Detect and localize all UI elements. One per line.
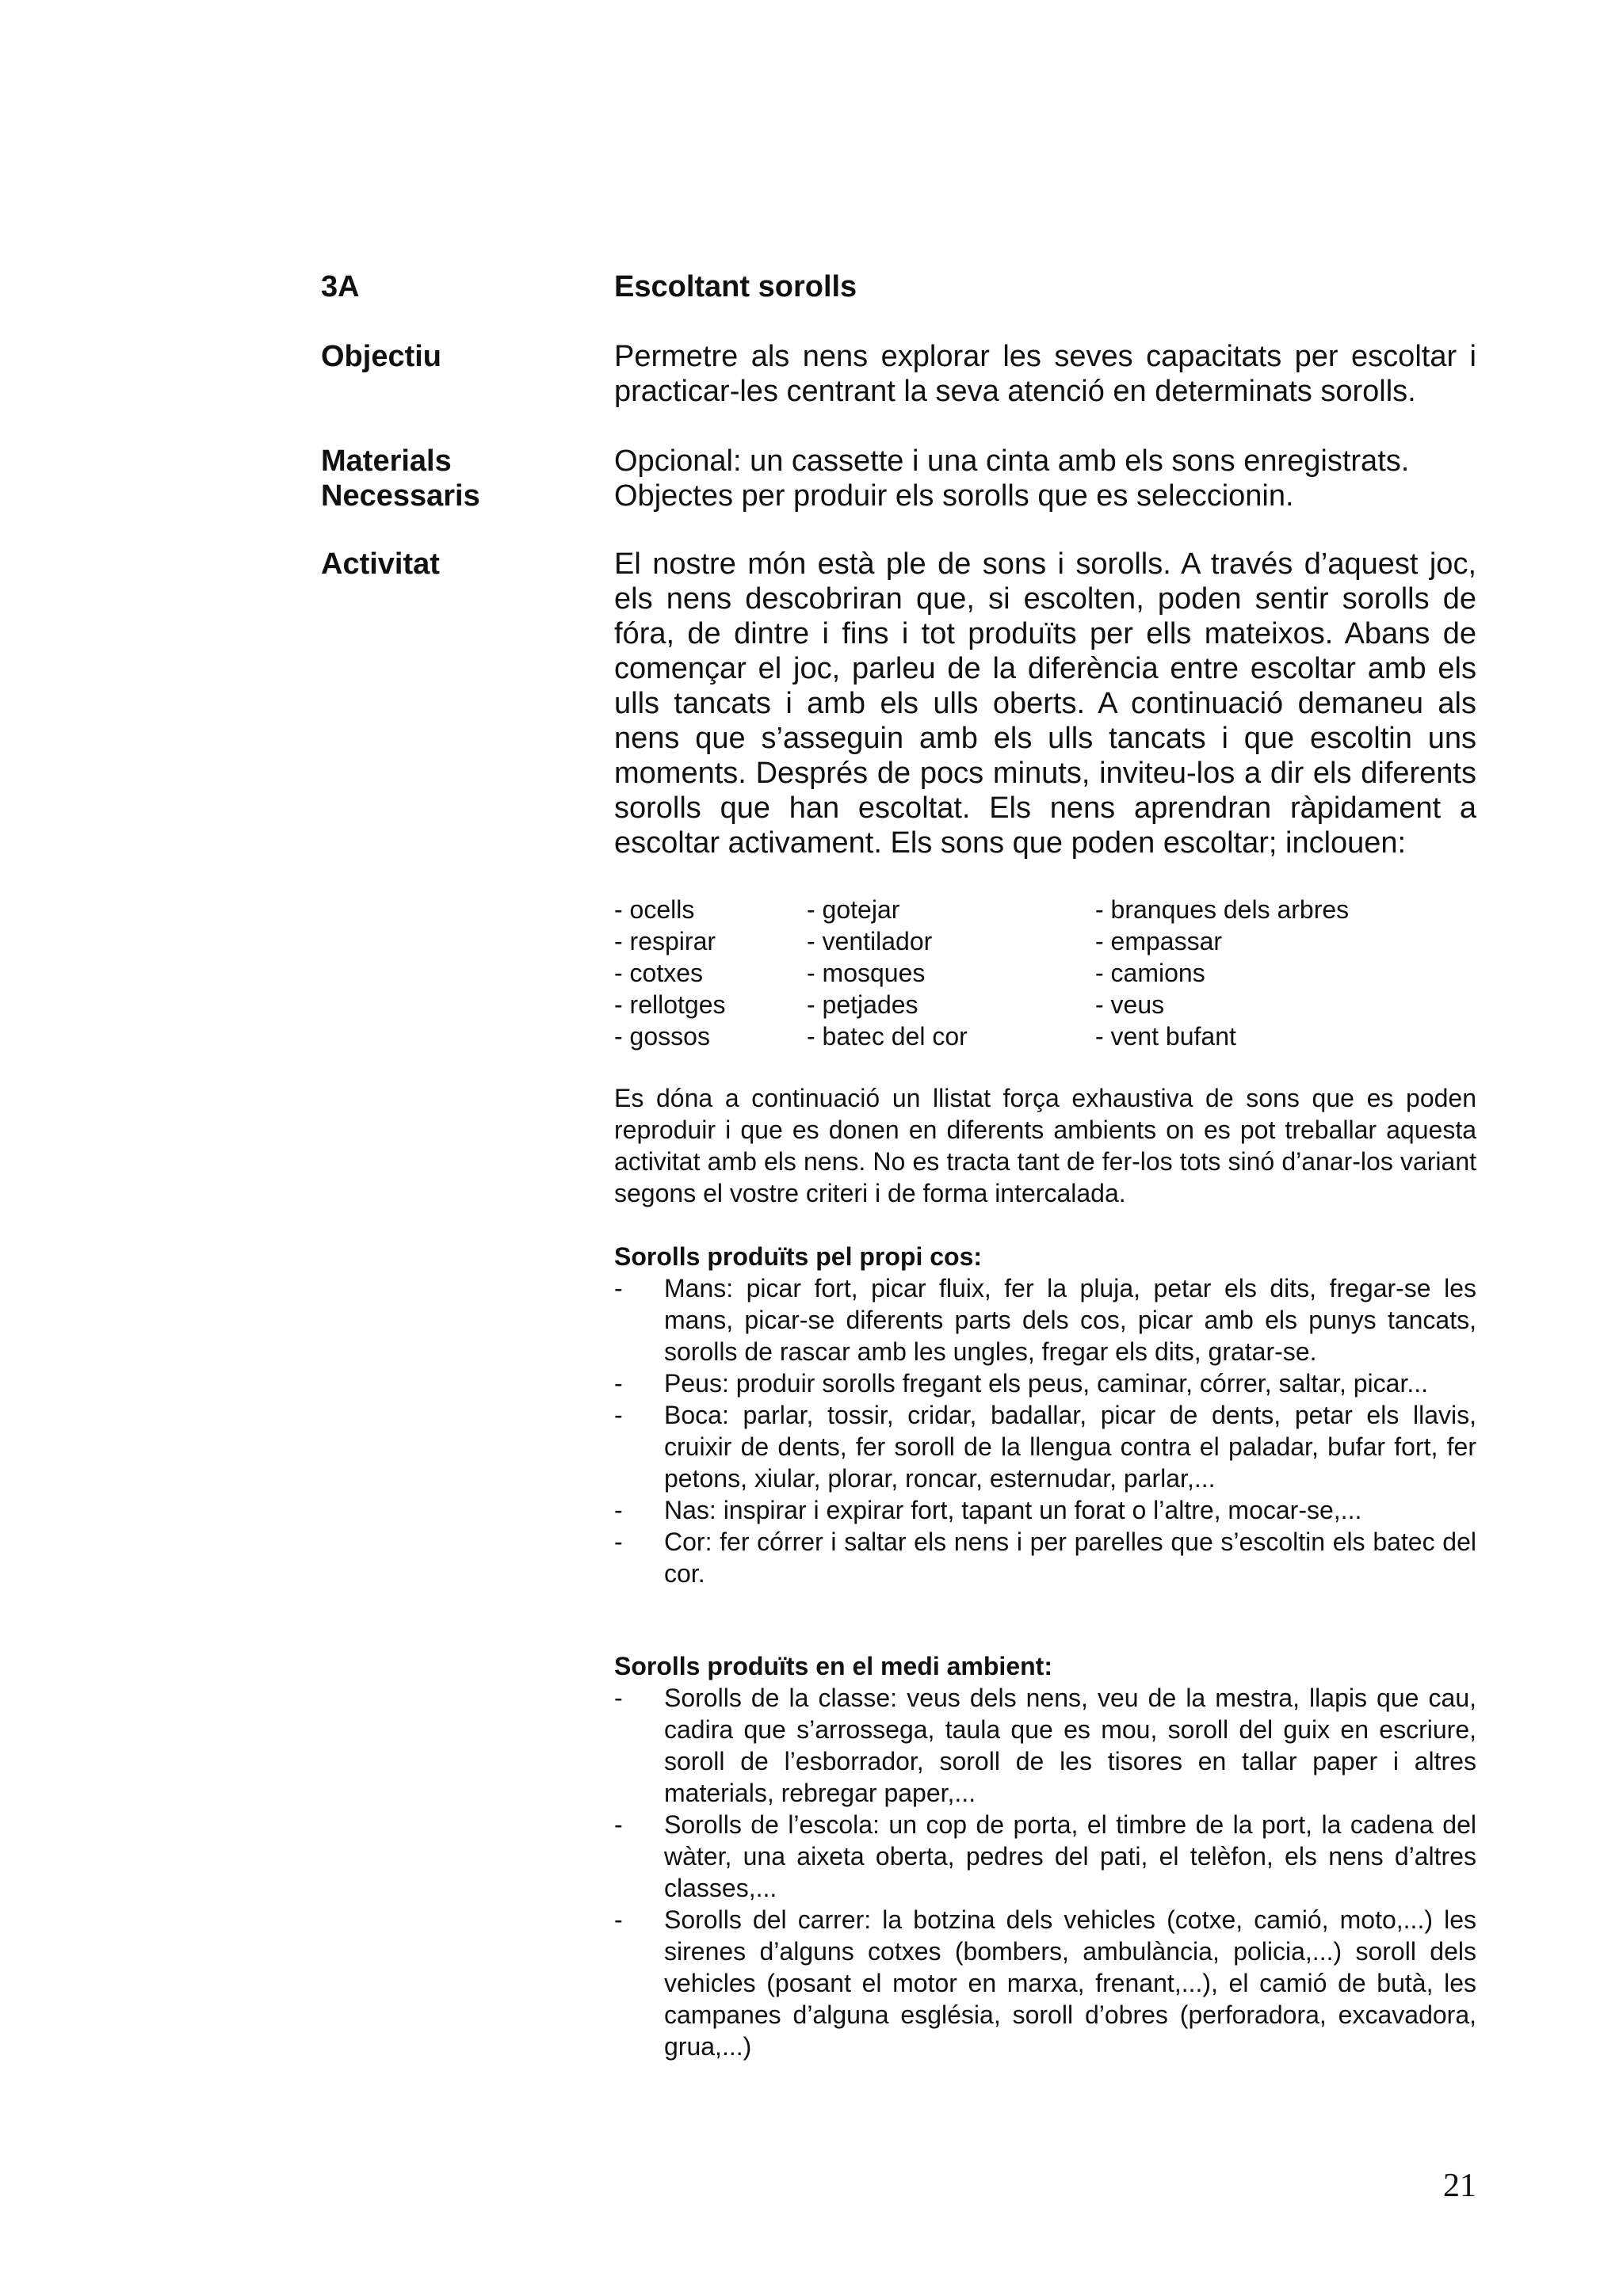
sounds-column-1 [614, 894, 726, 1052]
dash-bullet: - [614, 1905, 623, 1934]
environment-sounds-section [614, 1650, 1476, 2062]
list-item [614, 1904, 1476, 2062]
body-sounds-section [614, 1241, 1476, 1589]
activitat-text: El nostre món està ple de sons i sorolls. A través d’aquest joc, els nens descobriran que, si escolten, poden sentir sorolls de fóra, de dintre i fins i tot produïts per ells mateixos. Abans de començar el joc, parleu de la diferència entre escoltar amb els ulls tancats i amb els ulls oberts. A continuació demaneu als nens que s’asseguin amb els ulls tancats i que escoltin uns moments. Després de pocs minuts, inviteu-los a dir els diferents sorolls que han escoltat. Els nens aprendran ràpidament a escoltar activament. Els sons que poden escoltar; inclouen: [614, 547, 1476, 860]
list-item: - mosques [807, 959, 926, 987]
page-number: 21 [1443, 2168, 1476, 2204]
list-item: - empassar [1095, 927, 1223, 955]
sounds-column-3 [1095, 894, 1349, 1052]
section-heading: Sorolls produïts pel propi cos: [614, 1242, 983, 1271]
list-item: - batec del cor [807, 1022, 968, 1051]
list-item [614, 1526, 1476, 1589]
materials-line1: Opcional: un cassette i una cinta amb els sons enregistrats. [614, 444, 1410, 478]
list-item: - ocells [614, 895, 695, 924]
dash-bullet: - [614, 1369, 623, 1398]
list-item: - ventilador [807, 927, 933, 955]
intro-paragraph: Es dóna a continuació un llistat força exhaustiva de sons que es poden reproduir i que es donen en diferents ambients on es pot treballar aquesta activitat amb els nens. No es tracta tant de fer-los tots sinó d’anar-los variant segons el vostre criteri i de forma intercalada. [614, 1084, 1476, 1207]
sounds-column-2 [807, 894, 968, 1052]
list-item: - rellotges [614, 990, 726, 1019]
list-item-text: Mans: picar fort, picar fluix, fer la pluja, petar els dits, fregar-se les mans, picar-se diferents parts dels cos, picar amb els punys tancats, sorolls de rascar amb les ungles, fregar els dits, gratar-se. [664, 1274, 1476, 1366]
list-item-text: Nas: inspirar i expirar fort, tapant un forat o l’altre, mocar-se,... [664, 1496, 1362, 1524]
dash-bullet: - [614, 1401, 623, 1429]
objectiu-text: Permetre als nens explorar les seves capacitats per escoltar i practicar-les centrant la seva atenció en determinats sorolls. [614, 340, 1476, 408]
list-item: - gossos [614, 1022, 710, 1051]
list-item: - veus [1095, 990, 1165, 1019]
section-heading: Sorolls produïts en el medi ambient: [614, 1652, 1052, 1680]
list-item-text: Sorolls del carrer: la botzina dels vehicles (cotxe, camió, moto,...) les sirenes d’alguns cotxes (bombers, ambulància, policia,...) soroll dels vehicles (posant el motor en marxa, frenant,...), el camió de butà, les campanes d’alguna església, soroll d’obres (perforadora, excavadora, grua,...) [664, 1905, 1476, 2061]
materials-label-line1: Materials [321, 444, 452, 478]
list-item [614, 1494, 1476, 1526]
list-item [614, 1367, 1476, 1399]
list-item: - petjades [807, 990, 918, 1019]
list-item [614, 1272, 1476, 1367]
dash-bullet: - [614, 1496, 623, 1524]
dash-bullet: - [614, 1684, 623, 1712]
dash-bullet: - [614, 1810, 623, 1839]
materials-line2: Objectes per produir els sorolls que es seleccionin. [614, 479, 1294, 513]
activitat-label: Activitat [321, 547, 440, 581]
list-item-text: Boca: parlar, tossir, cridar, badallar, picar de dents, petar els llavis, cruixir de dents, fer soroll de la llengua contra el paladar, bufar fort, fer petons, xiular, plorar, roncar, esternudar, parlar,... [664, 1401, 1476, 1493]
list-item: - gotejar [807, 895, 900, 924]
list-item: - cotxes [614, 959, 704, 987]
list-item-text: Sorolls de la classe: veus dels nens, veu de la mestra, llapis que cau, cadira que s’arrossega, taula que es mou, soroll del guix en escriure, soroll de l’esborrador, soroll de les tisores en tallar paper i altres materials, rebregar paper,... [664, 1684, 1476, 1807]
list-item: - vent bufant [1095, 1022, 1236, 1051]
list-item [614, 1399, 1476, 1494]
activity-title: Escoltant sorolls [614, 270, 857, 303]
dash-bullet: - [614, 1274, 623, 1302]
list-item-text: Sorolls de l’escola: un cop de porta, el timbre de la port, la cadena del wàter, una aixeta oberta, pedres del pati, el telèfon, els nens d’altres classes,... [664, 1810, 1476, 1902]
list-item: - camions [1095, 959, 1205, 987]
list-item [614, 1809, 1476, 1904]
list-item-text: Peus: produir sorolls fregant els peus, caminar, córrer, saltar, picar... [664, 1369, 1428, 1398]
materials-text [614, 444, 1476, 513]
objectiu-label: Objectiu [321, 340, 442, 373]
activity-code: 3A [321, 270, 360, 303]
list-item: - branques dels arbres [1095, 895, 1350, 924]
dash-bullet: - [614, 1527, 623, 1556]
materials-label [321, 444, 598, 513]
materials-label-line2: Necessaris [321, 479, 480, 513]
list-item [614, 1682, 1476, 1809]
list-item-text: Cor: fer córrer i saltar els nens i per parelles que s’escoltin els batec del cor. [664, 1527, 1476, 1588]
list-item: - respirar [614, 927, 716, 955]
